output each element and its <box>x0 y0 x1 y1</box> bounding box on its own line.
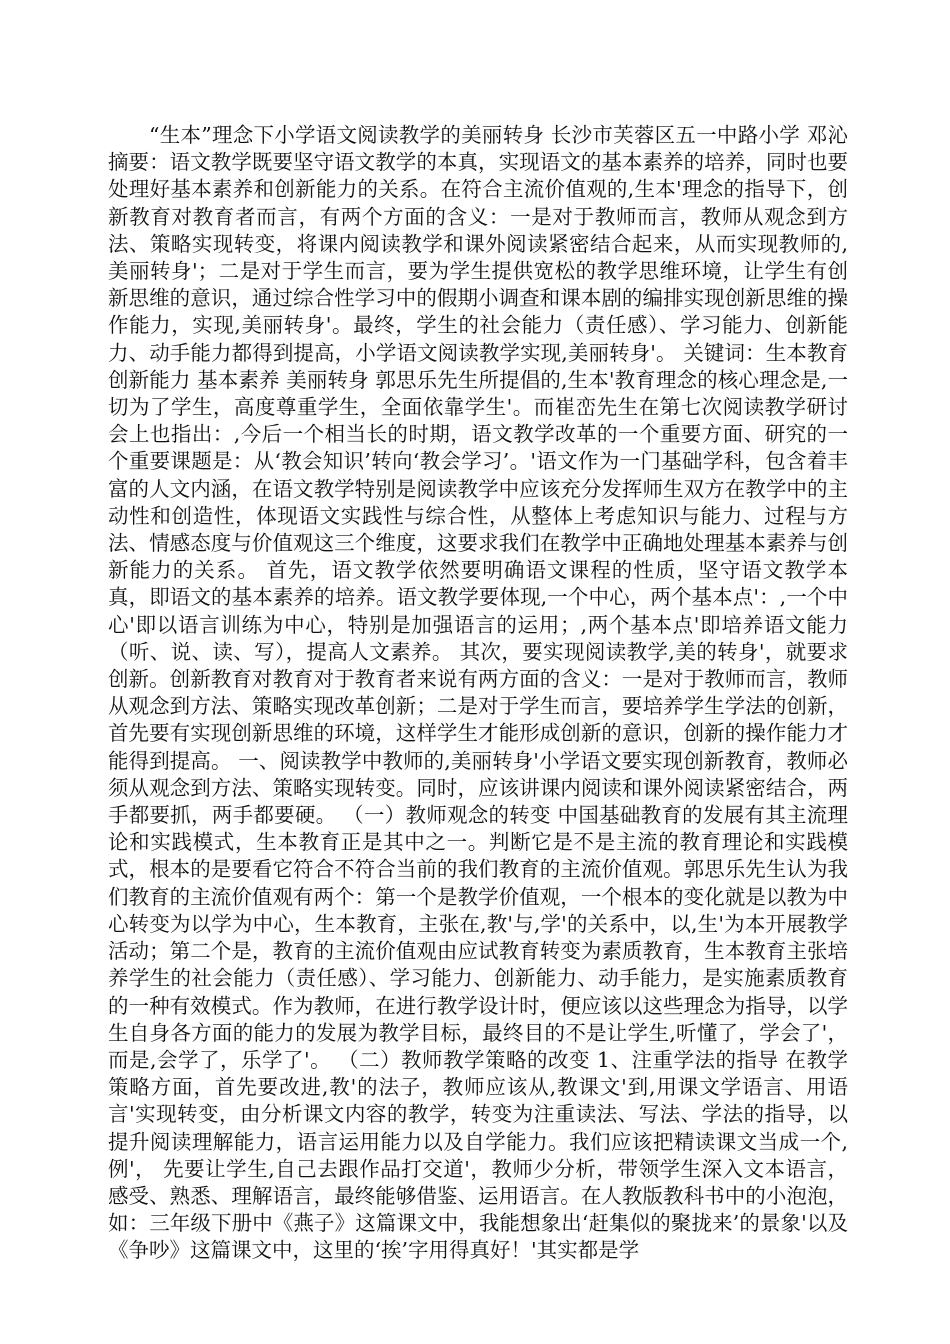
document-body-text: “生本”理念下小学语文阅读教学的美丽转身 长沙市芙蓉区五一中路小学 邓沁 摘要：语文教学既要坚守语文教学的本真，实现语文的基本素养的培养，同时也要处理好基本素养和创新能力的关系。在符合主流价值观的,生本'理念的指导下，创新教育对教育者而言，有两个方面的含义：一是对于教师而言，教师从观念到方法、策略实现转变，将课内阅读教学和课外阅读紧密结合起来，从而实现教师的,美丽转身'；二是对于学生而言，要为学生提供宽松的教学思维环境，让学生有创新思维的意识，通过综合性学习中的假期小调查和课本剧的编排实现创新思维的操作能力，实现,美丽转身'。最终，学生的社会能力（责任感）、学习能力、创新能力、动手能力都得到提高，小学语文阅读教学实现,美丽转身'。 关键词：生本教育 创新能力 基本素养 美丽转身 郭思乐先生所提倡的,生本'教育理念的核心理念是,一切为了学生，高度尊重学生，全面依靠学生'。而崔峦先生在第七次阅读教学研讨会上也指出：,今后一个相当长的时期，语文教学改革的一个重要方面、研究的一个重要课题是：从‘教会知识’转向‘教会学习’。'语文作为一门基础学科，包含着丰富的人文内涵，在语文教学特别是阅读教学中应该充分发挥师生双方在教学中的主动性和创造性，体现语文实践性与综合性，从整体上考虑知识与能力、过程与方法、情感态度与价值观这三个维度，这要求我们在教学中正确地处理基本素养与创新能力的关系。 首先，语文教学依然要明确语文课程的性质，坚守语文教学本真，即语文的基本素养的培养。语文教学要体现,一个中心，两个基本点'：,一个中心'即以语言训练为中心，特别是加强语言的运用；,两个基本点'即培养语文能力（听、说、读、写），提高人文素养。 其次，要实现阅读教学,美的转身'，就要求创新。创新教育对教育对于教育者来说有两方面的含义：一是对于教师而言，教师从观念到方法、策略实现改革创新；二是对于学生而言，要培养学生学法的创新，首先要有实现创新思维的环境，这样学生才能形成创新的意识，创新的操作能力才能得到提高。 一、阅读教学中教师的,美丽转身'小学语文要实现创新教育，教师必须从观念到方法、策略实现转变。同时，应该讲课内阅读和课外阅读紧密结合，两手都要抓，两手都要硬。 （一）教师观念的转变 中国基础教育的发展有其主流理论和实践模式，生本教育正是其中之一。判断它是不是主流的教育理论和实践模式，根本的是要看它符合不符合当前的我们教育的主流价值观。郭思乐先生认为我们教育的主流价值观有两个：第一个是教学价值观，一个根本的变化就是以教为中心转变为以学为中心，生本教育，主张在,教'与,学'的关系中，以,生'为本开展教学活动；第二个是，教育的主流价值观由应试教育转变为素质教育，生本教育主张培养学生的社会能力（责任感）、学习能力、创新能力、动手能力，是实施素质教育的一种有效模式。作为教师，在进行教学设计时，便应该以这些理念为指导，以学生自身各方面的能力的发展为教学目标，最终目的不是让学生,听懂了，学会了'，而是,会学了，乐学了'。 （二）教师教学策略的改变 1、注重学法的指导 在教学策略方面，首先要改进,教'的法子，教师应该从,教课文'到,用课文学语言、用语言'实现转变，由分析课文内容的教学，转变为注重读法、写法、学法的指导，以提升阅读理解能力，语言运用能力以及自学能力。我们应该把精读课文当成一个,例'， 先要让学生,自己去跟作品打交道'，教师少分析，带领学生深入文本语言，感受、熟悉、理解语言，最终能够借鉴、运用语言。在人教版教科书中的小泡泡，如：三年级下册中《燕子》这篇课文中，我能想象出‘赶集似的聚拢来’的景象'以及《争吵》这篇课文中，这里的‘挨’字用得真好！'其实都是学 <box>108 123 876 1263</box>
